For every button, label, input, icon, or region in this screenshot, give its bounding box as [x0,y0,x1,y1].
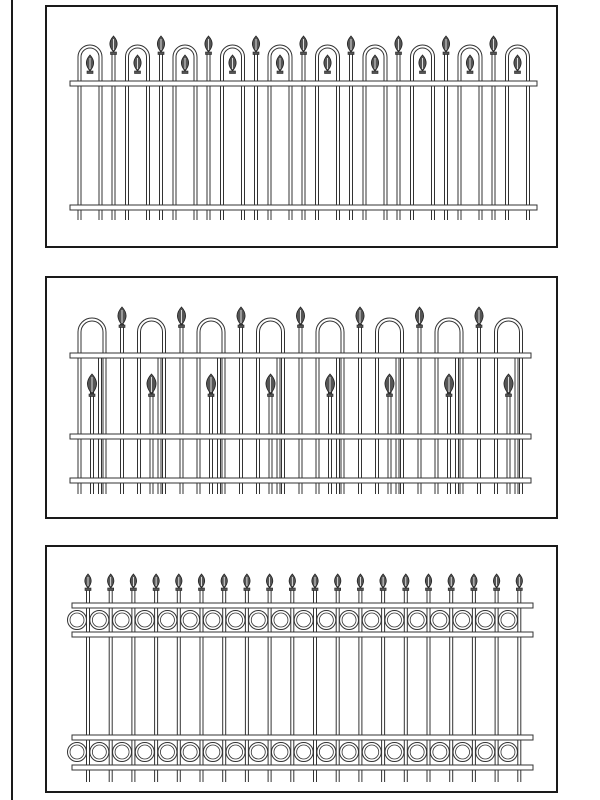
spear-collar [230,71,236,74]
spear-collar [89,394,95,397]
spear-collar [348,52,354,55]
spear-collar [325,71,331,74]
spear-collar [448,588,454,591]
spear-collar [182,71,188,74]
spear-collar [491,52,497,55]
decorative-ring-inner [206,613,220,627]
decorative-ring-inner [183,745,197,759]
spear-collar [268,394,274,397]
decorative-ring-inner [456,745,470,759]
spear-collar [446,394,452,397]
spear-collar [380,588,386,591]
decorative-ring-inner [319,745,333,759]
decorative-ring-inner [365,745,379,759]
spear-collar [471,588,477,591]
fence-rail [70,353,531,358]
decorative-ring-inner [387,613,401,627]
spear-collar [158,52,164,55]
spear-collar [130,588,136,591]
decorative-ring-inner [115,613,129,627]
decorative-ring-inner [297,613,311,627]
spear-collar [312,588,318,591]
decorative-ring-inner [138,613,152,627]
spear-collar [206,52,212,55]
decorative-ring-inner [183,613,197,627]
spear-collar [467,71,473,74]
decorative-ring-inner [138,745,152,759]
decorative-ring-inner [251,613,265,627]
decorative-ring-inner [433,745,447,759]
decorative-ring-inner [478,745,492,759]
decorative-ring-inner [365,613,379,627]
decorative-ring-inner [92,745,106,759]
decorative-ring-inner [229,613,243,627]
spear-collar [476,325,482,328]
spear-collar [396,52,402,55]
fence-rail [72,765,533,770]
decorative-ring-inner [274,613,288,627]
decorative-ring-inner [115,745,129,759]
decorative-ring-inner [433,613,447,627]
spear-collar [149,394,155,397]
fence-panel-rings-spear [46,546,557,792]
spear-collar [387,394,393,397]
fence-rail [70,434,531,439]
decorative-ring-inner [319,613,333,627]
decorative-ring-inner [387,745,401,759]
decorative-ring-inner [229,745,243,759]
decorative-ring-inner [410,745,424,759]
fence-rail [72,735,533,740]
spear-collar [135,71,141,74]
fence-rail [70,478,531,483]
spear-collar [515,71,521,74]
spear-collar [372,71,378,74]
spear-collar [403,588,409,591]
spear-collar [301,52,307,55]
spear-collar [506,394,512,397]
spear-collar [108,588,114,591]
spear-collar [357,588,363,591]
decorative-ring-inner [70,745,84,759]
decorative-ring-inner [342,613,356,627]
panel-frame [46,546,557,792]
decorative-ring-inner [501,745,515,759]
decorative-ring-inner [70,613,84,627]
spear-collar [267,588,273,591]
spear-collar [119,325,125,328]
spear-collar [221,588,227,591]
fence-rail [72,603,533,608]
spear-collar [357,325,363,328]
spear-collar [335,588,341,591]
decorative-ring-inner [297,745,311,759]
spear-collar [111,52,117,55]
spear-collar [298,325,304,328]
decorative-ring-inner [456,613,470,627]
spear-collar [85,588,91,591]
decorative-ring-inner [160,745,174,759]
fence-rail [72,632,533,637]
spear-collar [238,325,244,328]
spear-collar [153,588,159,591]
decorative-ring-inner [160,613,174,627]
decorative-ring-inner [478,613,492,627]
decorative-ring-inner [206,745,220,759]
decorative-ring-inner [501,613,515,627]
decorative-ring-inner [251,745,265,759]
decorative-ring-inner [410,613,424,627]
spear-collar [176,588,182,591]
spear-collar [277,71,283,74]
fence-rail [70,81,537,86]
fence-rail [70,205,537,210]
decorative-ring-inner [92,613,106,627]
spear-collar [494,588,500,591]
spear-collar [199,588,205,591]
spear-collar [426,588,432,591]
fence-panel-hoop-spear [46,6,557,247]
spear-collar [179,325,185,328]
spear-collar [443,52,449,55]
spear-collar [327,394,333,397]
spear-collar [244,588,250,591]
decorative-ring-inner [342,745,356,759]
decorative-ring-inner [274,745,288,759]
spear-collar [516,588,522,591]
spear-collar [289,588,295,591]
spear-collar [420,71,426,74]
spear-collar [417,325,423,328]
spear-collar [253,52,259,55]
fence-panel-double-hoop-spear [46,277,557,518]
spear-collar [87,71,93,74]
spear-collar [208,394,214,397]
